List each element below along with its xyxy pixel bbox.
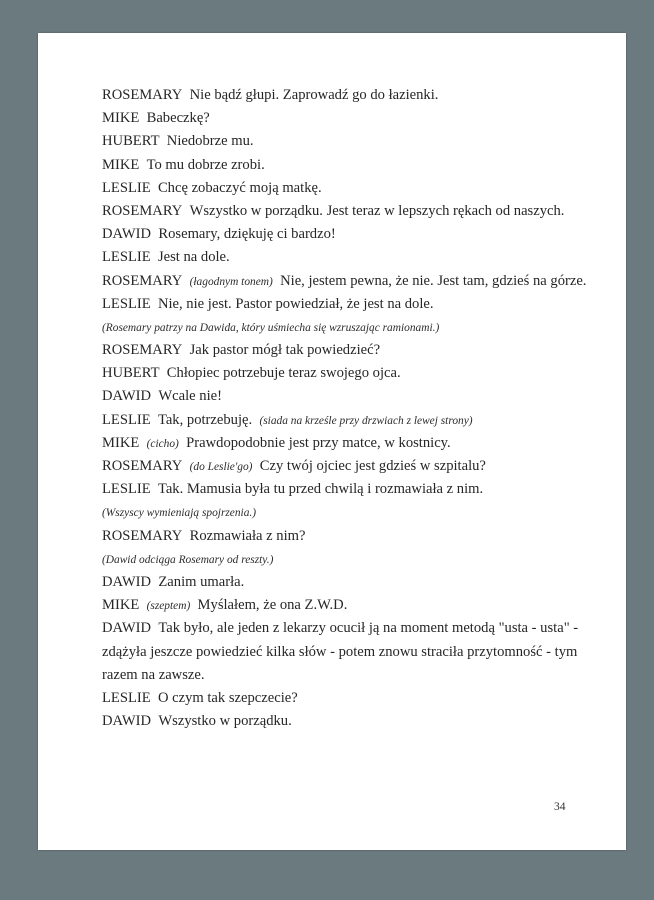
speaker-name: DAWID	[102, 713, 152, 730]
speaker-name: ROSEMARY	[102, 527, 183, 544]
dialogue-text: Jak pastor mógł tak powiedzieć?	[189, 342, 381, 359]
dialogue-line	[102, 525, 612, 548]
dialogue-text: Nie, jestem pewna, że nie. Jest tam, gdzieś na górze.	[280, 272, 587, 289]
speaker-name: DAWID	[102, 620, 152, 637]
stage-direction: (szeptem)	[146, 600, 191, 613]
dialogue-line	[102, 385, 612, 408]
stage-direction: (cicho)	[146, 437, 179, 450]
dialogue-text: Wcale nie!	[158, 388, 222, 405]
dialogue-line	[102, 223, 612, 246]
speaker-name: ROSEMARY	[102, 342, 183, 359]
dialogue-line	[102, 641, 612, 664]
speaker-name: MIKE	[102, 597, 140, 614]
page-number: 34	[554, 801, 566, 813]
dialogue-line	[102, 107, 612, 130]
dialogue-lines	[102, 84, 612, 733]
speaker-name: MIKE	[102, 156, 140, 173]
dialogue-line	[102, 664, 612, 687]
dialogue-line	[102, 200, 612, 223]
speaker-name: ROSEMARY	[102, 458, 183, 474]
dialogue-line	[102, 154, 612, 177]
dialogue-line	[102, 571, 612, 594]
speaker-name: ROSEMARY	[102, 272, 183, 289]
dialogue-text: Tak. Mamusia była tu przed chwilą i rozmawiała z nim.	[157, 481, 484, 498]
dialogue-text: Wszystko w porządku.	[158, 713, 292, 730]
speaker-name: LESLIE	[102, 481, 151, 498]
speaker-name: DAWID	[102, 388, 152, 405]
dialogue-line	[102, 548, 612, 571]
dialogue-text: O czym tak szepczecie?	[157, 689, 298, 706]
speaker-name: HUBERT	[102, 365, 160, 382]
dialogue-text: Jest na dole.	[157, 249, 230, 266]
speaker-name: DAWID	[102, 573, 152, 590]
stage-direction: (do Leslie'go)	[189, 461, 253, 473]
speaker-name: LESLIE	[102, 689, 151, 706]
script-page	[38, 33, 626, 850]
speaker-name: LESLIE	[102, 411, 151, 428]
dialogue-line	[102, 687, 612, 710]
dialogue-text: Niedobrze mu.	[166, 133, 254, 150]
dialogue-text: Chłopiec potrzebuje teraz swojego ojca.	[166, 365, 401, 382]
dialogue-text: Babeczkę?	[146, 110, 210, 127]
dialogue-text: Nie bądź głupi. Zaprowadź go do łazienki.	[189, 87, 439, 103]
dialogue-line	[102, 432, 612, 455]
dialogue-line	[102, 594, 612, 617]
stage-direction: (Rosemary patrzy na Dawida, który uśmiecha się wzruszając ramionami.)	[102, 321, 440, 334]
dialogue-text: Nie, nie jest. Pastor powiedział, że jest na dole.	[157, 295, 434, 312]
dialogue-line	[102, 501, 612, 524]
speaker-name: LESLIE	[102, 295, 151, 312]
dialogue-line	[102, 455, 612, 478]
dialogue-text: Zanim umarła.	[158, 573, 245, 590]
dialogue-line	[102, 362, 612, 385]
dialogue-line	[102, 316, 612, 339]
dialogue-text: Tak było, ale jeden z lekarzy ocucił ją na moment metodą "usta - usta" -	[158, 620, 579, 637]
stage-direction: (Wszyscy wymieniają spojrzenia.)	[102, 507, 257, 520]
stage-direction: (łagodnym tonem)	[189, 275, 273, 288]
speaker-name: DAWID	[102, 226, 152, 243]
dialogue-text: razem na zawsze.	[102, 666, 205, 683]
speaker-name: ROSEMARY	[102, 87, 183, 103]
dialogue-text: Rosemary, dziękuję ci bardzo!	[158, 226, 336, 243]
dialogue-text: Prawdopodobnie jest przy matce, w kostnicy.	[186, 434, 451, 451]
stage-direction: (siada na krześle przy drzwiach z lewej strony)	[259, 414, 473, 427]
dialogue-text: Rozmawiała z nim?	[189, 527, 306, 544]
dialogue-line	[102, 710, 612, 733]
dialogue-line	[102, 293, 612, 316]
dialogue-line	[102, 339, 612, 362]
dialogue-line	[102, 617, 612, 640]
dialogue-text: Wszystko w porządku. Jest teraz w lepszych rękach od naszych.	[189, 202, 565, 219]
dialogue-line	[102, 177, 612, 200]
dialogue-line	[102, 130, 612, 153]
speaker-name: MIKE	[102, 434, 140, 451]
dialogue-text: zdążyła jeszcze powiedzieć kilka słów - potem znowu straciła przytomność - tym	[102, 643, 578, 660]
dialogue-text: To mu dobrze zrobi.	[146, 156, 265, 173]
dialogue-line	[102, 270, 612, 293]
dialogue-line	[102, 478, 612, 501]
dialogue-line	[102, 84, 612, 107]
speaker-name: HUBERT	[102, 133, 160, 150]
dialogue-text: Myślałem, że ona Z.W.D.	[197, 597, 348, 614]
dialogue-line	[102, 409, 612, 432]
speaker-name: LESLIE	[102, 249, 151, 266]
dialogue-line	[102, 246, 612, 269]
speaker-name: MIKE	[102, 110, 140, 127]
dialogue-text: Czy twój ojciec jest gdzieś w szpitalu?	[259, 458, 486, 474]
stage-direction: (Dawid odciąga Rosemary od reszty.)	[102, 553, 274, 566]
dialogue-text: Chcę zobaczyć moją matkę.	[157, 179, 322, 196]
dialogue-text: Tak, potrzebuję.	[157, 411, 253, 428]
speaker-name: LESLIE	[102, 179, 151, 196]
speaker-name: ROSEMARY	[102, 202, 183, 219]
